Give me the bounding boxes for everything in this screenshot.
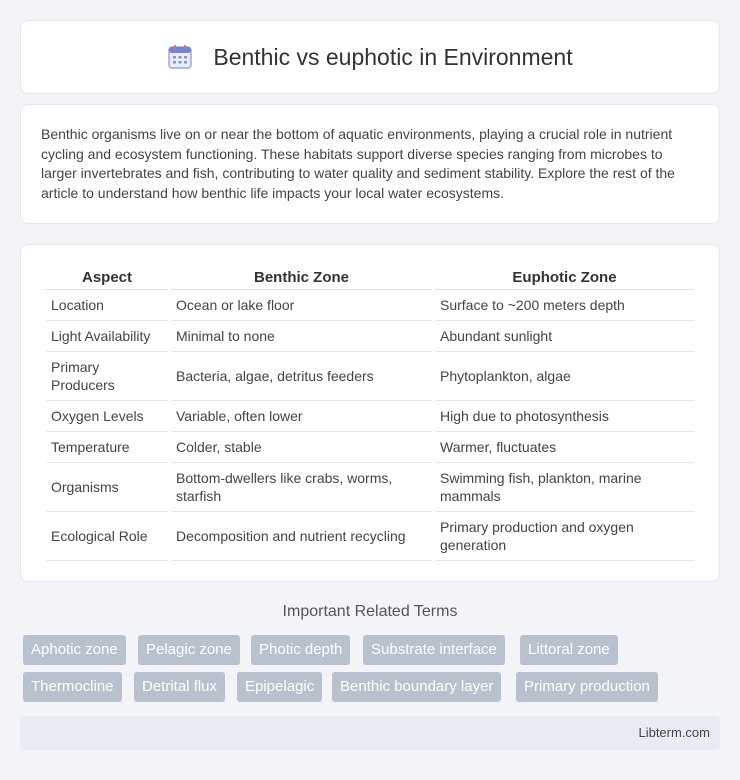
table-row	[46, 290, 694, 321]
table-cell: Bacteria, algae, detritus feeders	[171, 352, 432, 401]
table-cell: Decomposition and nutrient recycling	[171, 512, 432, 561]
intro-text: Benthic organisms live on or near the bottom of aquatic environments, playing a crucial role in nutrient cycling and ecosystem functioning. These habitats support diverse species ranging from microbes to larger invertebrates and fish, contributing to water quality and sediment stability. Explore the rest of the article to understand how benthic life impacts your local water ecosystems.	[41, 126, 675, 201]
table-cell: Ecological Role	[46, 512, 168, 561]
table-row	[46, 432, 694, 463]
footer-site-link[interactable]: Libterm.com	[638, 725, 710, 740]
page-title: Benthic vs euphotic in Environment	[213, 43, 573, 70]
table-row	[46, 512, 694, 561]
table-row	[46, 321, 694, 352]
intro-card	[20, 104, 720, 224]
table-cell: Light Availability	[46, 321, 168, 352]
table-cell: Oxygen Levels	[46, 401, 168, 432]
table-cell: Phytoplankton, algae	[435, 352, 694, 401]
table-row	[46, 401, 694, 432]
table-cell: Ocean or lake floor	[171, 290, 432, 321]
table-cell: Minimal to none	[171, 321, 432, 352]
table-row	[46, 463, 694, 512]
table-cell: High due to photosynthesis	[435, 401, 694, 432]
table-header: Aspect	[46, 263, 168, 290]
table-row	[46, 352, 694, 401]
header-card	[20, 20, 720, 94]
comparison-table	[43, 263, 697, 561]
table-cell: Primary production and oxygen generation	[435, 512, 694, 561]
term-tag[interactable]: Primary production	[516, 672, 658, 702]
table-header-row	[46, 263, 694, 290]
table-cell: Primary Producers	[46, 352, 168, 401]
table-cell: Bottom-dwellers like crabs, worms, starfish	[171, 463, 432, 512]
table-header: Euphotic Zone	[435, 263, 694, 290]
term-tag[interactable]: Photic depth	[251, 635, 350, 665]
term-tag[interactable]: Thermocline	[23, 672, 122, 702]
table-cell: Abundant sunlight	[435, 321, 694, 352]
table-cell: Surface to ~200 meters depth	[435, 290, 694, 321]
table-cell: Variable, often lower	[171, 401, 432, 432]
table-cell: Warmer, fluctuates	[435, 432, 694, 463]
table-cell: Temperature	[46, 432, 168, 463]
calendar-icon	[167, 44, 193, 70]
related-terms-title: Important Related Terms	[282, 603, 458, 620]
table-cell: Swimming fish, plankton, marine mammals	[435, 463, 694, 512]
term-tag[interactable]: Substrate interface	[363, 635, 505, 665]
term-tag[interactable]: Pelagic zone	[138, 635, 240, 665]
table-header: Benthic Zone	[171, 263, 432, 290]
table-cell: Location	[46, 290, 168, 321]
table-cell: Organisms	[46, 463, 168, 512]
term-tag[interactable]: Benthic boundary layer	[332, 672, 501, 702]
footer	[20, 716, 720, 750]
term-tag[interactable]: Epipelagic	[237, 672, 322, 702]
term-tag[interactable]: Aphotic zone	[23, 635, 126, 665]
table-cell: Colder, stable	[171, 432, 432, 463]
term-tag[interactable]: Detrital flux	[134, 672, 225, 702]
comparison-table-card	[20, 244, 720, 582]
term-tag[interactable]: Littoral zone	[520, 635, 618, 665]
